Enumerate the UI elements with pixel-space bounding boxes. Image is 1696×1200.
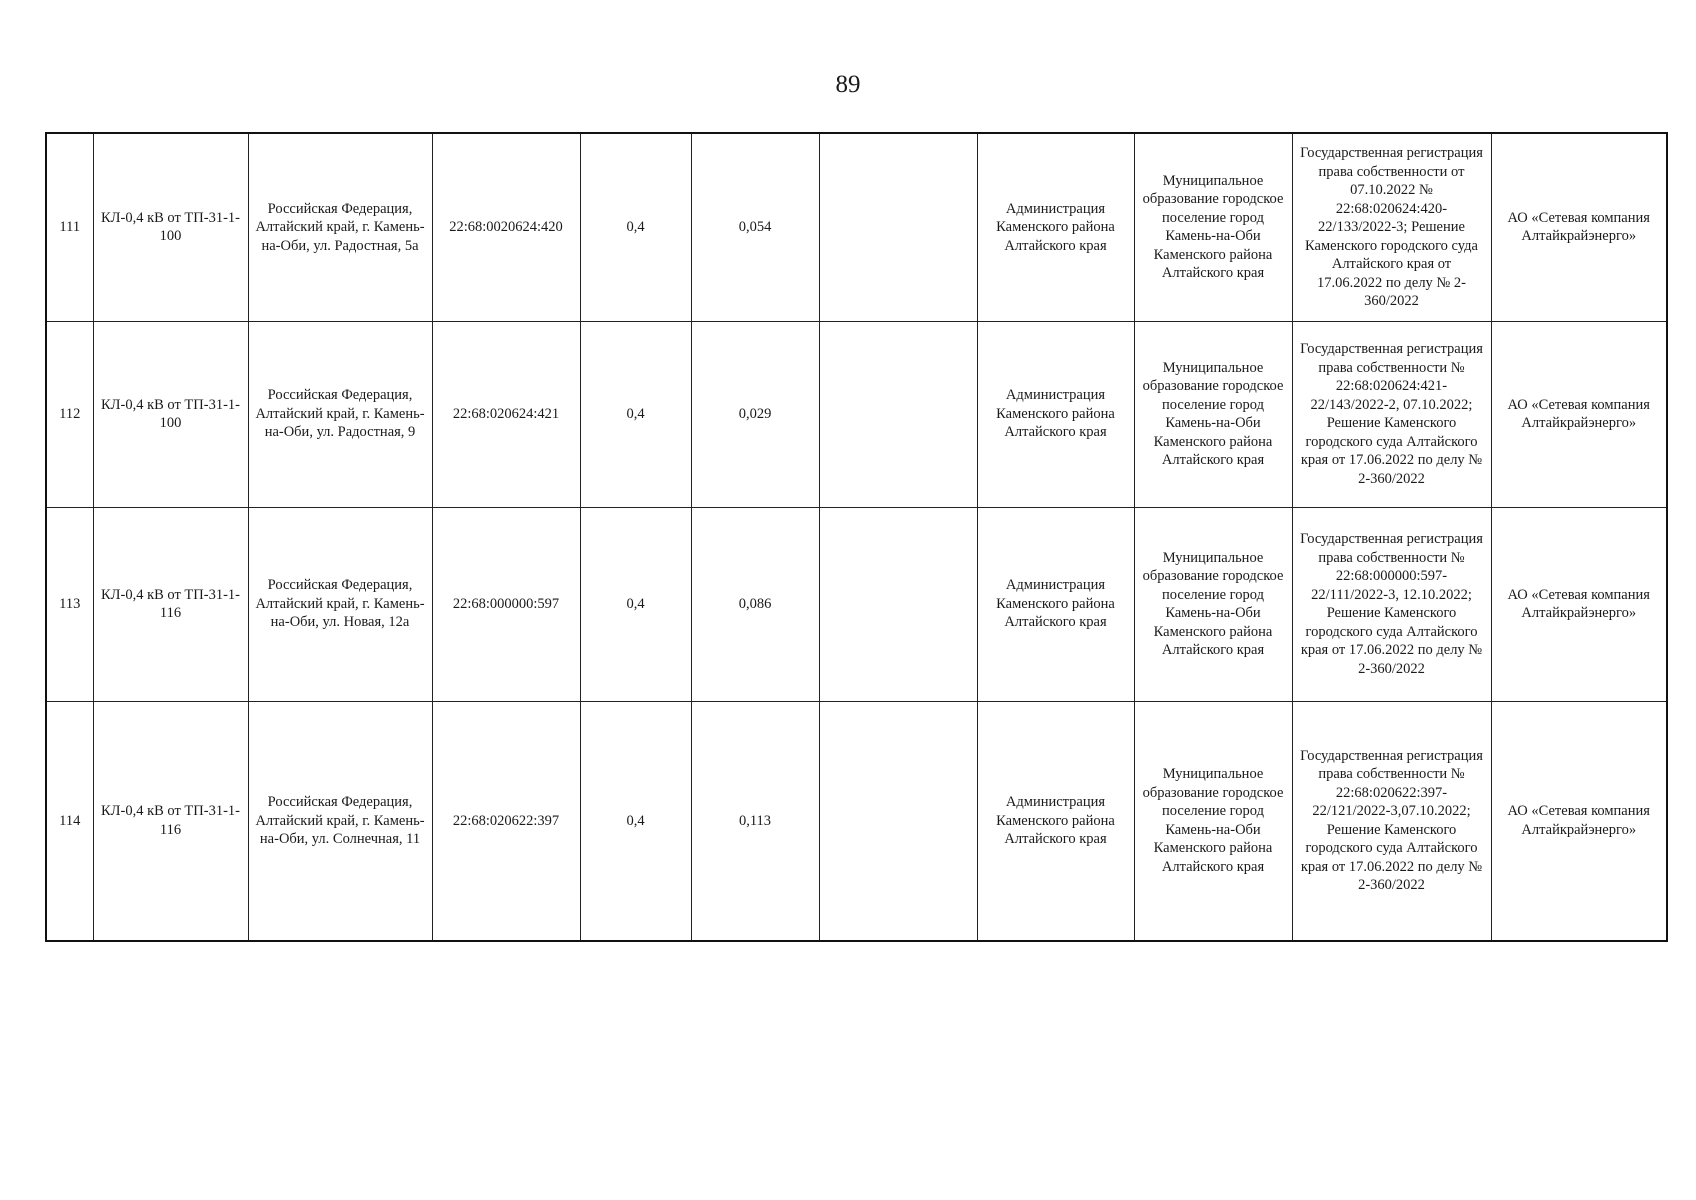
voltage-cell: 0,4 — [580, 321, 691, 507]
cadastral-number-cell: 22:68:000000:597 — [432, 507, 580, 701]
owner-cell: Муниципальное образование городское поселение город Камень-на-Оби Каменского района Алтайского края — [1134, 701, 1292, 941]
object-name-cell: КЛ-0,4 кВ от ТП-31-1-100 — [93, 321, 248, 507]
table-row — [46, 701, 1667, 941]
registration-cell: Государственная регистрация права собственности № 22:68:000000:597-22/111/2022-3, 12.10.2022; Решение Каменского городского суда Алтайского края от 17.06.2022 по делу № 2-360/2022 — [1292, 507, 1491, 701]
address-cell: Российская Федерация, Алтайский край, г. Камень-на-Оби, ул. Солнечная, 11 — [248, 701, 432, 941]
empty-cell — [819, 701, 977, 941]
address-cell: Российская Федерация, Алтайский край, г. Камень-на-Оби, ул. Новая, 12а — [248, 507, 432, 701]
object-name-cell: КЛ-0,4 кВ от ТП-31-1-116 — [93, 507, 248, 701]
length-cell: 0,086 — [691, 507, 819, 701]
operator-cell: АО «Сетевая компания Алтайкрайэнерго» — [1491, 507, 1667, 701]
row-number-cell: 114 — [46, 701, 93, 941]
cadastral-number-cell: 22:68:0020624:420 — [432, 133, 580, 321]
table-row — [46, 133, 1667, 321]
empty-cell — [819, 507, 977, 701]
row-number-cell: 113 — [46, 507, 93, 701]
registration-cell: Государственная регистрация права собственности № 22:68:020622:397-22/121/2022-3,07.10.2022; Решение Каменского городского суда Алтайского края от 17.06.2022 по делу № 2-360/2022 — [1292, 701, 1491, 941]
registration-cell: Государственная регистрация права собственности от 07.10.2022 № 22:68:020624:420-22/133/2022-3; Решение Каменского городского суда Алтайского края от 17.06.2022 по делу № 2-360/2022 — [1292, 133, 1491, 321]
registration-cell: Государственная регистрация права собственности № 22:68:020624:421-22/143/2022-2, 07.10.2022; Решение Каменского городского суда Алтайского края от 17.06.2022 по делу № 2-360/2022 — [1292, 321, 1491, 507]
length-cell: 0,113 — [691, 701, 819, 941]
operator-cell: АО «Сетевая компания Алтайкрайэнерго» — [1491, 133, 1667, 321]
object-name-cell: КЛ-0,4 кВ от ТП-31-1-116 — [93, 701, 248, 941]
administration-cell: Администрация Каменского района Алтайского края — [977, 133, 1134, 321]
owner-cell: Муниципальное образование городское поселение город Камень-на-Оби Каменского района Алтайского края — [1134, 507, 1292, 701]
administration-cell: Администрация Каменского района Алтайского края — [977, 507, 1134, 701]
address-cell: Российская Федерация, Алтайский край, г. Камень-на-Оби, ул. Радостная, 5а — [248, 133, 432, 321]
administration-cell: Администрация Каменского района Алтайского края — [977, 321, 1134, 507]
length-cell: 0,054 — [691, 133, 819, 321]
cadastral-number-cell: 22:68:020624:421 — [432, 321, 580, 507]
table-row — [46, 507, 1667, 701]
operator-cell: АО «Сетевая компания Алтайкрайэнерго» — [1491, 321, 1667, 507]
page-number: 89 — [835, 71, 861, 98]
empty-cell — [819, 133, 977, 321]
row-number-cell: 112 — [46, 321, 93, 507]
length-cell: 0,029 — [691, 321, 819, 507]
voltage-cell: 0,4 — [580, 701, 691, 941]
address-cell: Российская Федерация, Алтайский край, г. Камень-на-Оби, ул. Радостная, 9 — [248, 321, 432, 507]
property-registry-table — [45, 132, 1668, 942]
administration-cell: Администрация Каменского района Алтайского края — [977, 701, 1134, 941]
operator-cell: АО «Сетевая компания Алтайкрайэнерго» — [1491, 701, 1667, 941]
object-name-cell: КЛ-0,4 кВ от ТП-31-1-100 — [93, 133, 248, 321]
row-number-cell: 111 — [46, 133, 93, 321]
table-row — [46, 321, 1667, 507]
owner-cell: Муниципальное образование городское поселение город Камень-на-Оби Каменского района Алтайского края — [1134, 133, 1292, 321]
cadastral-number-cell: 22:68:020622:397 — [432, 701, 580, 941]
voltage-cell: 0,4 — [580, 507, 691, 701]
voltage-cell: 0,4 — [580, 133, 691, 321]
empty-cell — [819, 321, 977, 507]
owner-cell: Муниципальное образование городское поселение город Камень-на-Оби Каменского района Алтайского края — [1134, 321, 1292, 507]
